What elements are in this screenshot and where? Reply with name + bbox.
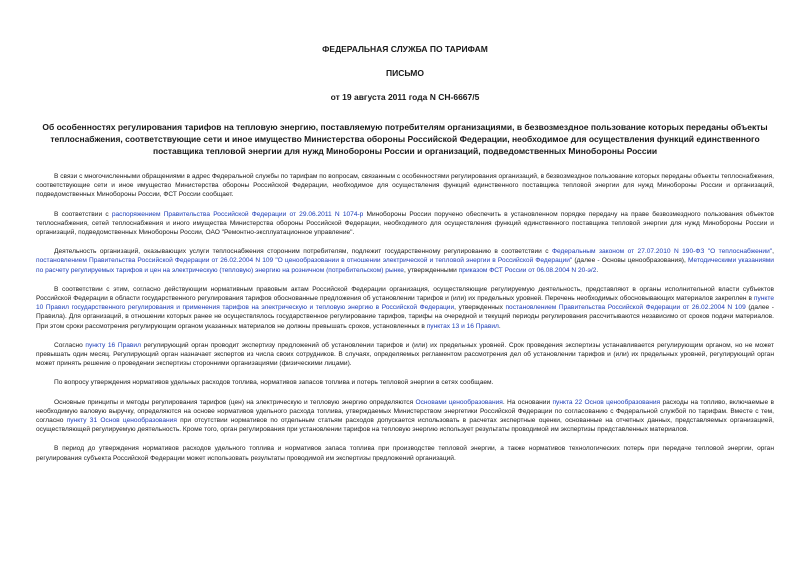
document-title: Об особенностях регулирования тарифов на тепловую энергию, поставляемую потребителям организациями, в безвозмездное пользование которых переданы объекты теплоснабжения, соответствующие сети и иное имущество Министерства обороны Российской Федерации, необходимое для осуществления функций единственного поставщика тепловой энергии для нужд Минобороны России и организаций, подведомственных Минобороны России [42,122,768,156]
document-link[interactable]: приказом ФСТ России от 06.08.2004 N 20-э/2 [458,266,597,274]
document-link[interactable]: пункту 16 Правил [85,341,141,349]
document-link[interactable]: Методическими указаниями по расчету регулируемых тарифов и цен на электрическую (тепловую) энергию на розничном (потребительском) рынке [36,257,774,274]
paragraph [36,285,774,331]
paragraph-text: . [498,322,501,330]
paragraph-text: регулирующий орган проводит экспертизу предложений об установлении тарифов и (или) их предельных уровней. Срок проведения экспертизы устанавливается регулирующим органом, но не может превышать один месяц. Регулирующий орган назначает экспертов из числа своих сотрудников. В случаях, определяемых регламентом рассмотрения дел об установлении тарифов и (или) их предельных уровней, регулирующий орган может принять решение о проведении экспертизы сторонними организациями (физическими лицами). [36,341,774,368]
agency-name: ФЕДЕРАЛЬНАЯ СЛУЖБА ПО ТАРИФАМ [322,44,488,54]
paragraph-text: при отсутствии нормативов по отдельным статьям расходов допускается использовать в расчетах экспертные оценки, основанные на отчетных данных, представляемых организацией, осуществляющей регулируемую деятельность. Кроме того, орган регулирования при установлении тарифов на тепловую энергию использует результаты проводимой им экспертизы представленных материалов. [36,417,774,434]
document-link[interactable]: Федеральным законом от 27.07.2010 N 190-ФЗ "О теплоснабжении" [551,248,773,256]
paragraph-text: расходы на топливо, включаемые в необходимую валовую выручку, определяются на основе нормативов удельного расхода топлива, утверждаемых Министерством энергетики Российской Федерации по согласованию с Федеральной службой по тарифам. Вместе с тем, согласно [36,398,775,425]
paragraph-text: Минобороны России поручено обеспечить в установленном порядке передачу на праве безвозмездного пользования объектов теплоснабжения, сетей теплоснабжения и иного имущества Министерства обороны Российской Федерации, необходимого для осуществления функций единственного поставщика тепловой энергии для нужд Минобороны России и организаций, подведомственных Минобороны России, ОАО "Ремонтно-эксплуатационное управление". [36,210,775,237]
paragraph-text: , утвержденных [454,304,506,312]
paragraph-text: В связи с многочисленными обращениями в адрес Федеральной службы по тарифам по вопросам, связанным с особенностями регулирования организаций, в безвозмездное пользование которых переданы объекты теплоснабжения, соответствующие сети и иное имущество Министерства обороны Российской Федерации, необходимое для осуществления функций единственного поставщика тепловой энергии для нужд Минобороны России и организаций, подведомственных Минобороны России, ФСТ России сообщает. [36,173,774,199]
paragraph-text: , [772,248,774,256]
paragraph [36,210,774,238]
paragraph-text: В соответствии с этим, согласно действующим нормативным правовым актам Российской Федерации организация, осуществляющие регулируемую деятельность, представляют в органы исполнительной власти субъектов Российской Федерации в области государственного регулирования тарифов обоснованные предложения об установлении тарифов и (или) их предельных уровней. Перечень необходимых обосновывающих материалов закреплен в [36,285,774,303]
paragraph-text: . [596,266,599,274]
document-link[interactable]: пункте 10 Правил государственного регулирования и применения тарифов на электрическую и тепловую энергию в Российской Федерации [36,295,774,312]
document-link[interactable]: пунктах 13 и 16 Правил [426,322,499,330]
paragraph-text: Деятельность организаций, оказывающих услуги теплоснабжения сторонним потребителям, подлежит государственному регулированию в соответствии с [54,248,552,256]
paragraph-text: (далее - Правила). Для организаций, в отношении которых ранее не осуществлялось государственное регулирование тарифов, тарифы на очередной и текущий периоды регулирования рассчитываются независимо от сроков подачи материалов. При этом сроки рассмотрения регулирующим органом указанных материалов не должны превышать сроков, установленных в [36,304,774,330]
document-link[interactable]: Основами ценообразования [415,398,503,406]
paragraph-text: В соответствии с [54,210,112,218]
paragraph [36,398,774,435]
paragraph-text: , утвержденными [403,266,459,274]
paragraph-text: По вопросу утверждения нормативов удельных расходов топлива, нормативов запасов топлива и потерь тепловой энергии в сетях сообщаем. [54,379,494,387]
paragraph-text: Согласно [54,341,86,349]
paragraph [36,378,774,387]
document-link[interactable]: постановлением Правительства Российской Федерации от 26.02.2004 N 109 [505,304,746,312]
paragraph-text: В период до утверждения нормативов расходов удельного топлива и нормативов запаса топлива при производстве тепловой энергии, а также нормативов технологических потерь при передаче тепловой энергии, орган регулирования субъекта Российской Федерации может использовать результаты проводимой им экспертизы предложений организаций. [36,445,774,462]
paragraph [36,341,774,369]
paragraph [36,247,774,275]
document-type: ПИСЬМО [386,68,424,78]
document-link[interactable]: пункта 22 Основ ценообразования [552,398,661,406]
document-link[interactable]: постановлением Правительства Российской Федерации от 26.02.2004 N 109 "О ценообразовании в отношении электрической и тепловой энергии в Российской Федерации" [36,257,573,265]
paragraph [36,172,774,200]
paragraph-text: Основные принципы и методы регулирования тарифов (цен) на электрическую и тепловую энергию определяются [54,398,416,406]
document-link[interactable]: распоряжением Правительства Российской Федерации от 29.06.2011 N 1074-р [111,210,364,218]
paragraph-text: . На основании [502,398,553,406]
document-date-number: от 19 августа 2011 года N СН-6667/5 [330,92,480,102]
document-link[interactable]: пункту 31 Основ ценообразования [66,417,177,425]
paragraph-text: (далее - Основы ценообразования), [572,257,688,265]
paragraph [36,444,774,462]
